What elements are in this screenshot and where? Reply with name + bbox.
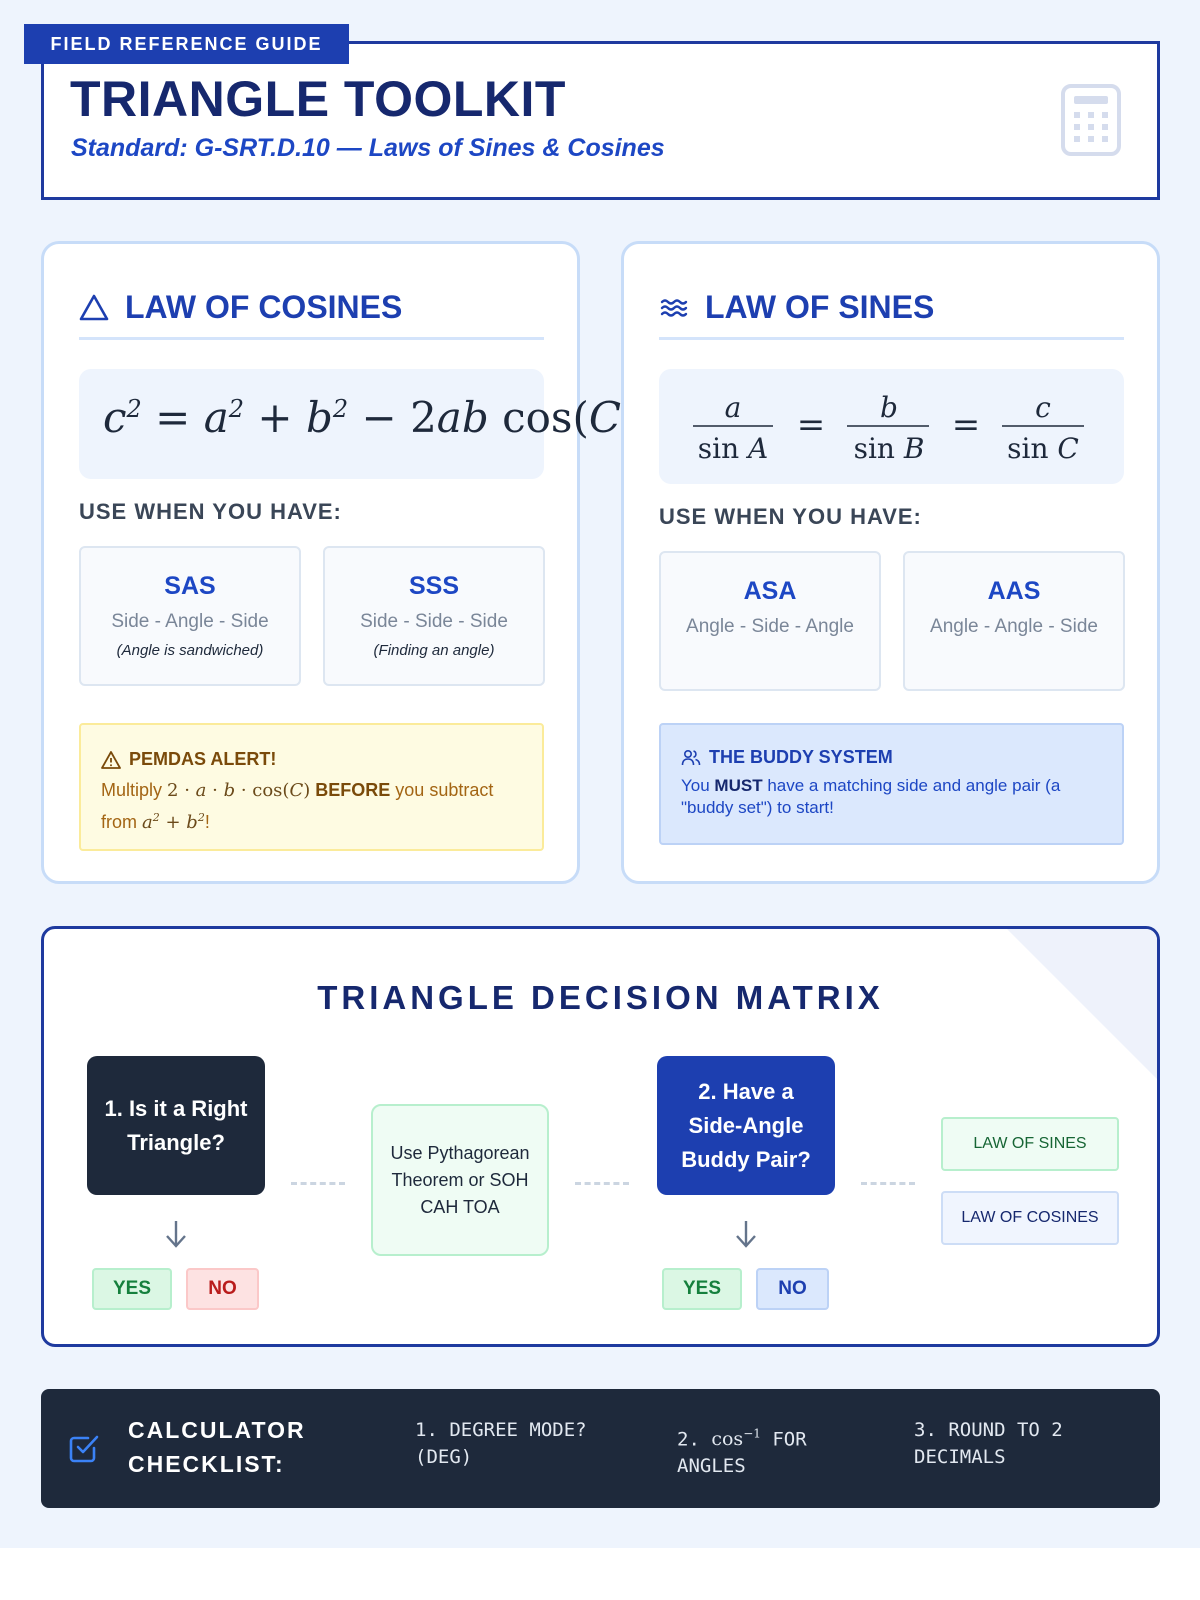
buddy-text-bold: MUST	[714, 776, 763, 795]
cosines-formula-box	[79, 369, 621, 479]
checklist-label-text: CALCULATOR CHECKLIST:	[128, 1417, 306, 1477]
case-card-sss	[323, 546, 545, 686]
law-of-cosines-title: LAW OF COSINES	[125, 289, 403, 325]
case-name: AAS	[987, 577, 1041, 605]
q2-yes-badge: YES	[662, 1268, 742, 1310]
case-description: Side - Angle - Side	[111, 611, 269, 632]
svg-text:sin A: sin A	[697, 432, 769, 465]
pythagorean-result: Use Pythagorean Theorem or SOH CAH TOA	[371, 1104, 549, 1256]
case-description: Angle - Side - Angle	[686, 616, 854, 637]
buddy-text-2: have a matching side and angle pair (a "buddy set") to start!	[681, 776, 1061, 817]
connector-dash	[861, 1182, 915, 1185]
cosines-use-label: USE WHEN YOU HAVE:	[79, 499, 342, 524]
case-name: ASA	[743, 577, 797, 605]
q1-yes-badge: YES	[92, 1268, 172, 1310]
result-law-of-cosines: LAW OF COSINES	[941, 1191, 1119, 1245]
matrix-title: TRIANGLE DECISION MATRIX	[317, 979, 884, 1016]
buddy-text	[681, 775, 1104, 819]
decision-matrix	[41, 926, 1160, 1347]
buddy-text-1: You	[681, 776, 710, 795]
svg-text:=: =	[951, 405, 981, 445]
case-name: SAS	[164, 572, 216, 600]
alert-text: Multiply 2 · a · b · cos(C) BEFORE you subtract from $a^2 + b^2$!	[101, 780, 494, 833]
calculator-checklist	[41, 1389, 1160, 1508]
connector-dash	[291, 1182, 345, 1185]
alert-text-2: you subtract	[395, 780, 494, 800]
case-description: Angle - Angle - Side	[930, 616, 1098, 637]
q2-no-badge: NO	[756, 1268, 829, 1310]
law-of-cosines-header	[79, 278, 544, 340]
alert-math-expression: 2 · a · b · cos(C)	[167, 780, 311, 801]
law-of-sines-title: LAW OF SINES	[705, 289, 935, 325]
checklist-item-degree-mode: 1. DEGREE MODE? (DEG)	[415, 1419, 587, 1468]
svg-text:c: c	[1035, 391, 1051, 424]
buddy-system-note	[659, 723, 1124, 845]
case-name: SSS	[408, 572, 460, 600]
law-of-cosines-panel	[41, 241, 621, 884]
svg-text:b: b	[880, 391, 898, 424]
alert-math-sum: $a^2 + b^2$	[142, 811, 205, 833]
checklist-item-round: 3. ROUND TO 2 DECIMALS	[914, 1419, 1063, 1468]
law-of-sines-header	[659, 278, 1124, 340]
arrow-down-icon	[734, 1219, 758, 1249]
checklist-label	[128, 1413, 328, 1481]
svg-text:sin C: sin C	[1007, 432, 1079, 465]
cosines-formula: $c^2 = a^2 + b^2 - 2ab$ cos(C	[103, 393, 621, 442]
alert-text-3: from	[101, 812, 137, 832]
header-tag: FIELD REFERENCE GUIDE	[24, 24, 349, 64]
sines-use-label: USE WHEN YOU HAVE:	[659, 504, 922, 529]
alert-title	[101, 749, 276, 770]
svg-text:a: a	[724, 391, 742, 424]
case-card-sas	[79, 546, 301, 686]
page-title: TRIANGLE TOOLKIT	[70, 71, 566, 127]
calculator-icon	[1061, 84, 1121, 156]
question-right-triangle: 1. Is it a Right Triangle?	[87, 1056, 265, 1195]
alert-text-1: Multiply	[101, 780, 163, 800]
pemdas-alert	[79, 723, 544, 851]
buddy-title-text: THE BUDDY SYSTEM	[709, 747, 893, 767]
svg-text:=: =	[796, 405, 826, 445]
q1-no-badge: NO	[186, 1268, 259, 1310]
arrow-down-icon	[164, 1219, 188, 1249]
warning-icon	[101, 750, 121, 770]
alert-text-bold: BEFORE	[315, 780, 391, 800]
checkbox-icon	[68, 1432, 100, 1464]
checklist-item-inverse-cos	[677, 1421, 847, 1480]
svg-text:sin B: sin B	[853, 432, 925, 465]
page-subtitle: Standard: G-SRT.D.10 — Laws of Sines & Cosines	[71, 134, 665, 162]
case-description: Side - Side - Side	[360, 611, 508, 632]
connector-dash	[575, 1182, 629, 1185]
sines-formula-box	[659, 369, 1124, 484]
sines-formula	[659, 369, 1119, 484]
cos-inverse-symbol: $\cos^{-1}$	[711, 1427, 761, 1451]
triangle-icon	[79, 293, 109, 323]
users-icon	[681, 748, 701, 768]
case-card-aas	[903, 551, 1125, 691]
result-law-of-sines: LAW OF SINES	[941, 1117, 1119, 1171]
alert-title-text: PEMDAS ALERT!	[129, 749, 277, 769]
question-buddy-pair: 2. Have a Side-Angle Buddy Pair?	[657, 1056, 835, 1195]
case-note: (Angle is sandwiched)	[116, 642, 264, 659]
checklist-item-2-suffix: FOR ANGLES	[677, 1428, 807, 1478]
law-of-sines-panel	[621, 241, 1160, 884]
buddy-title	[681, 747, 893, 768]
checklist-item-2-prefix: 2.	[677, 1428, 700, 1451]
waves-icon	[659, 293, 689, 323]
case-note: (Finding an angle)	[373, 642, 495, 659]
case-card-asa	[659, 551, 881, 691]
